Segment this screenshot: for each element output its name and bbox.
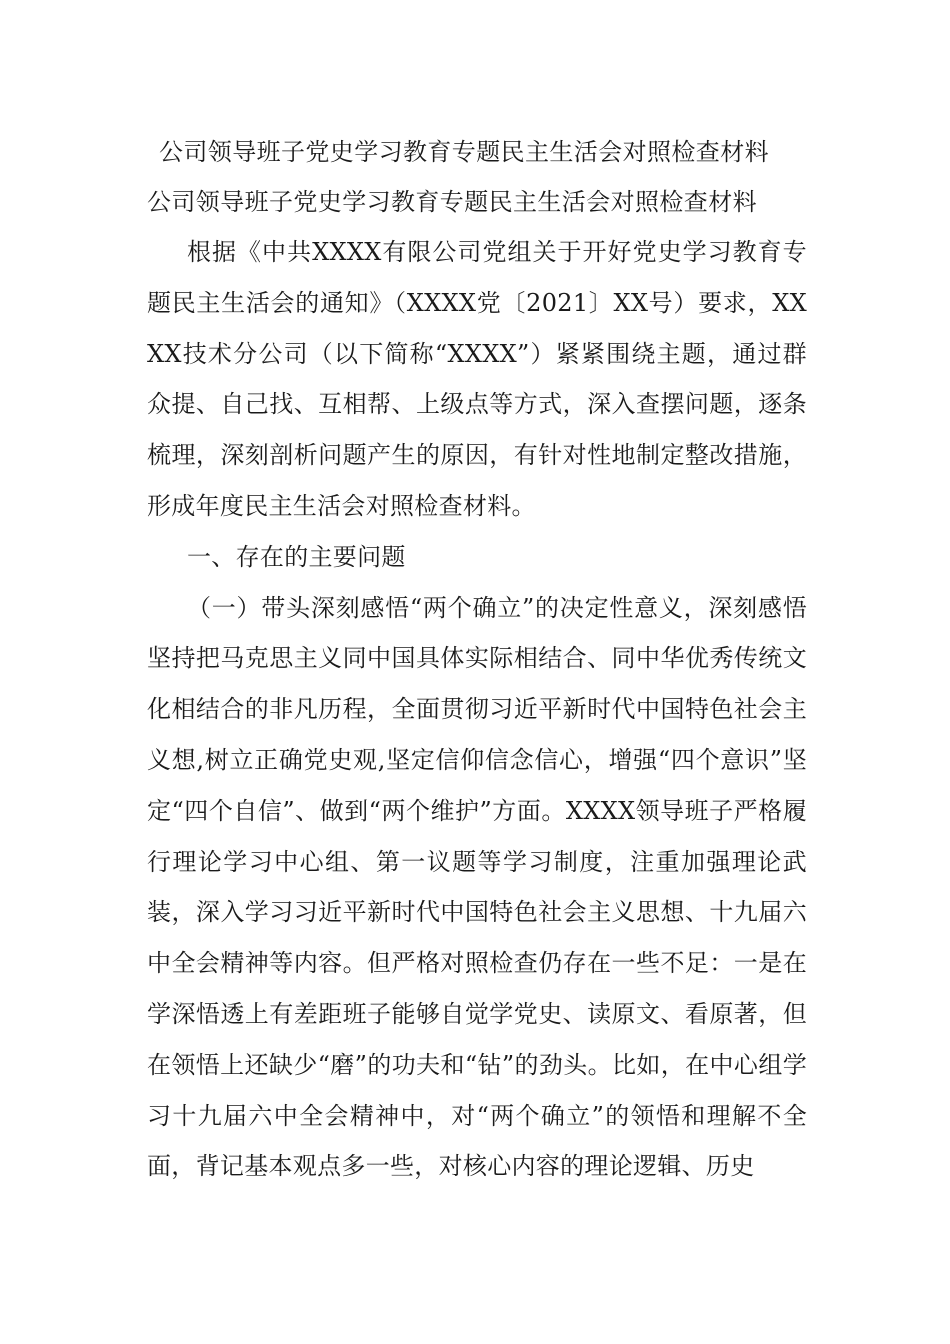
section-paragraph: （一）带头深刻感悟“两个确立”的决定性意义，深刻感悟坚持把马克思主义同中国具体实际相结合、同中华优秀传统文化相结合的非凡历程，全面贯彻习近平新时代中国特色社会主义想,树立正确党史观,坚定信仰信念信心，增强“四个意识”坚定“四个自信”、做到“两个维护”方面。XXXX领导班子严格履行理论学习中心组、第一议题等学习制度，注重加强理论武装，深入学习习近平新时代中国特色社会主义思想、十九届六中全会精神等内容。但严格对照检查仍存在一些不足：一是在学深悟透上有差距班子能够自觉学党史、读原文、看原著，但在领悟上还缺少“磨”的功夫和“钻”的劲头。比如，在中心组学习十九届六中全会精神中，对“两个确立”的领悟和理解不全面，背记基本观点多一些，对核心内容的理论逻辑、历史 [147, 593, 807, 1181]
intro-paragraph: 根据《中共XXXX有限公司党组关于开好党史学习教育专题民主生活会的通知》（XXXX党〔2021〕XX号）要求，XXXX技术分公司（以下简称“XXXX”）紧紧围绕主题，通过群众提、自己找、互相帮、上级点等方式，深入查摆问题，逐条梳理，深刻剖析问题产生的原因，有针对性地制定整改措施，形成年度民主生活会对照检查材料。 [147, 238, 807, 520]
document-title-repeat: 公司领导班子党史学习教育专题民主生活会对照检查材料 [147, 188, 757, 216]
document-title: 公司领导班子党史学习教育专题民主生活会对照检查材料 [159, 138, 769, 166]
section-heading: 一、存在的主要问题 [187, 542, 406, 571]
document-body [147, 127, 807, 1192]
